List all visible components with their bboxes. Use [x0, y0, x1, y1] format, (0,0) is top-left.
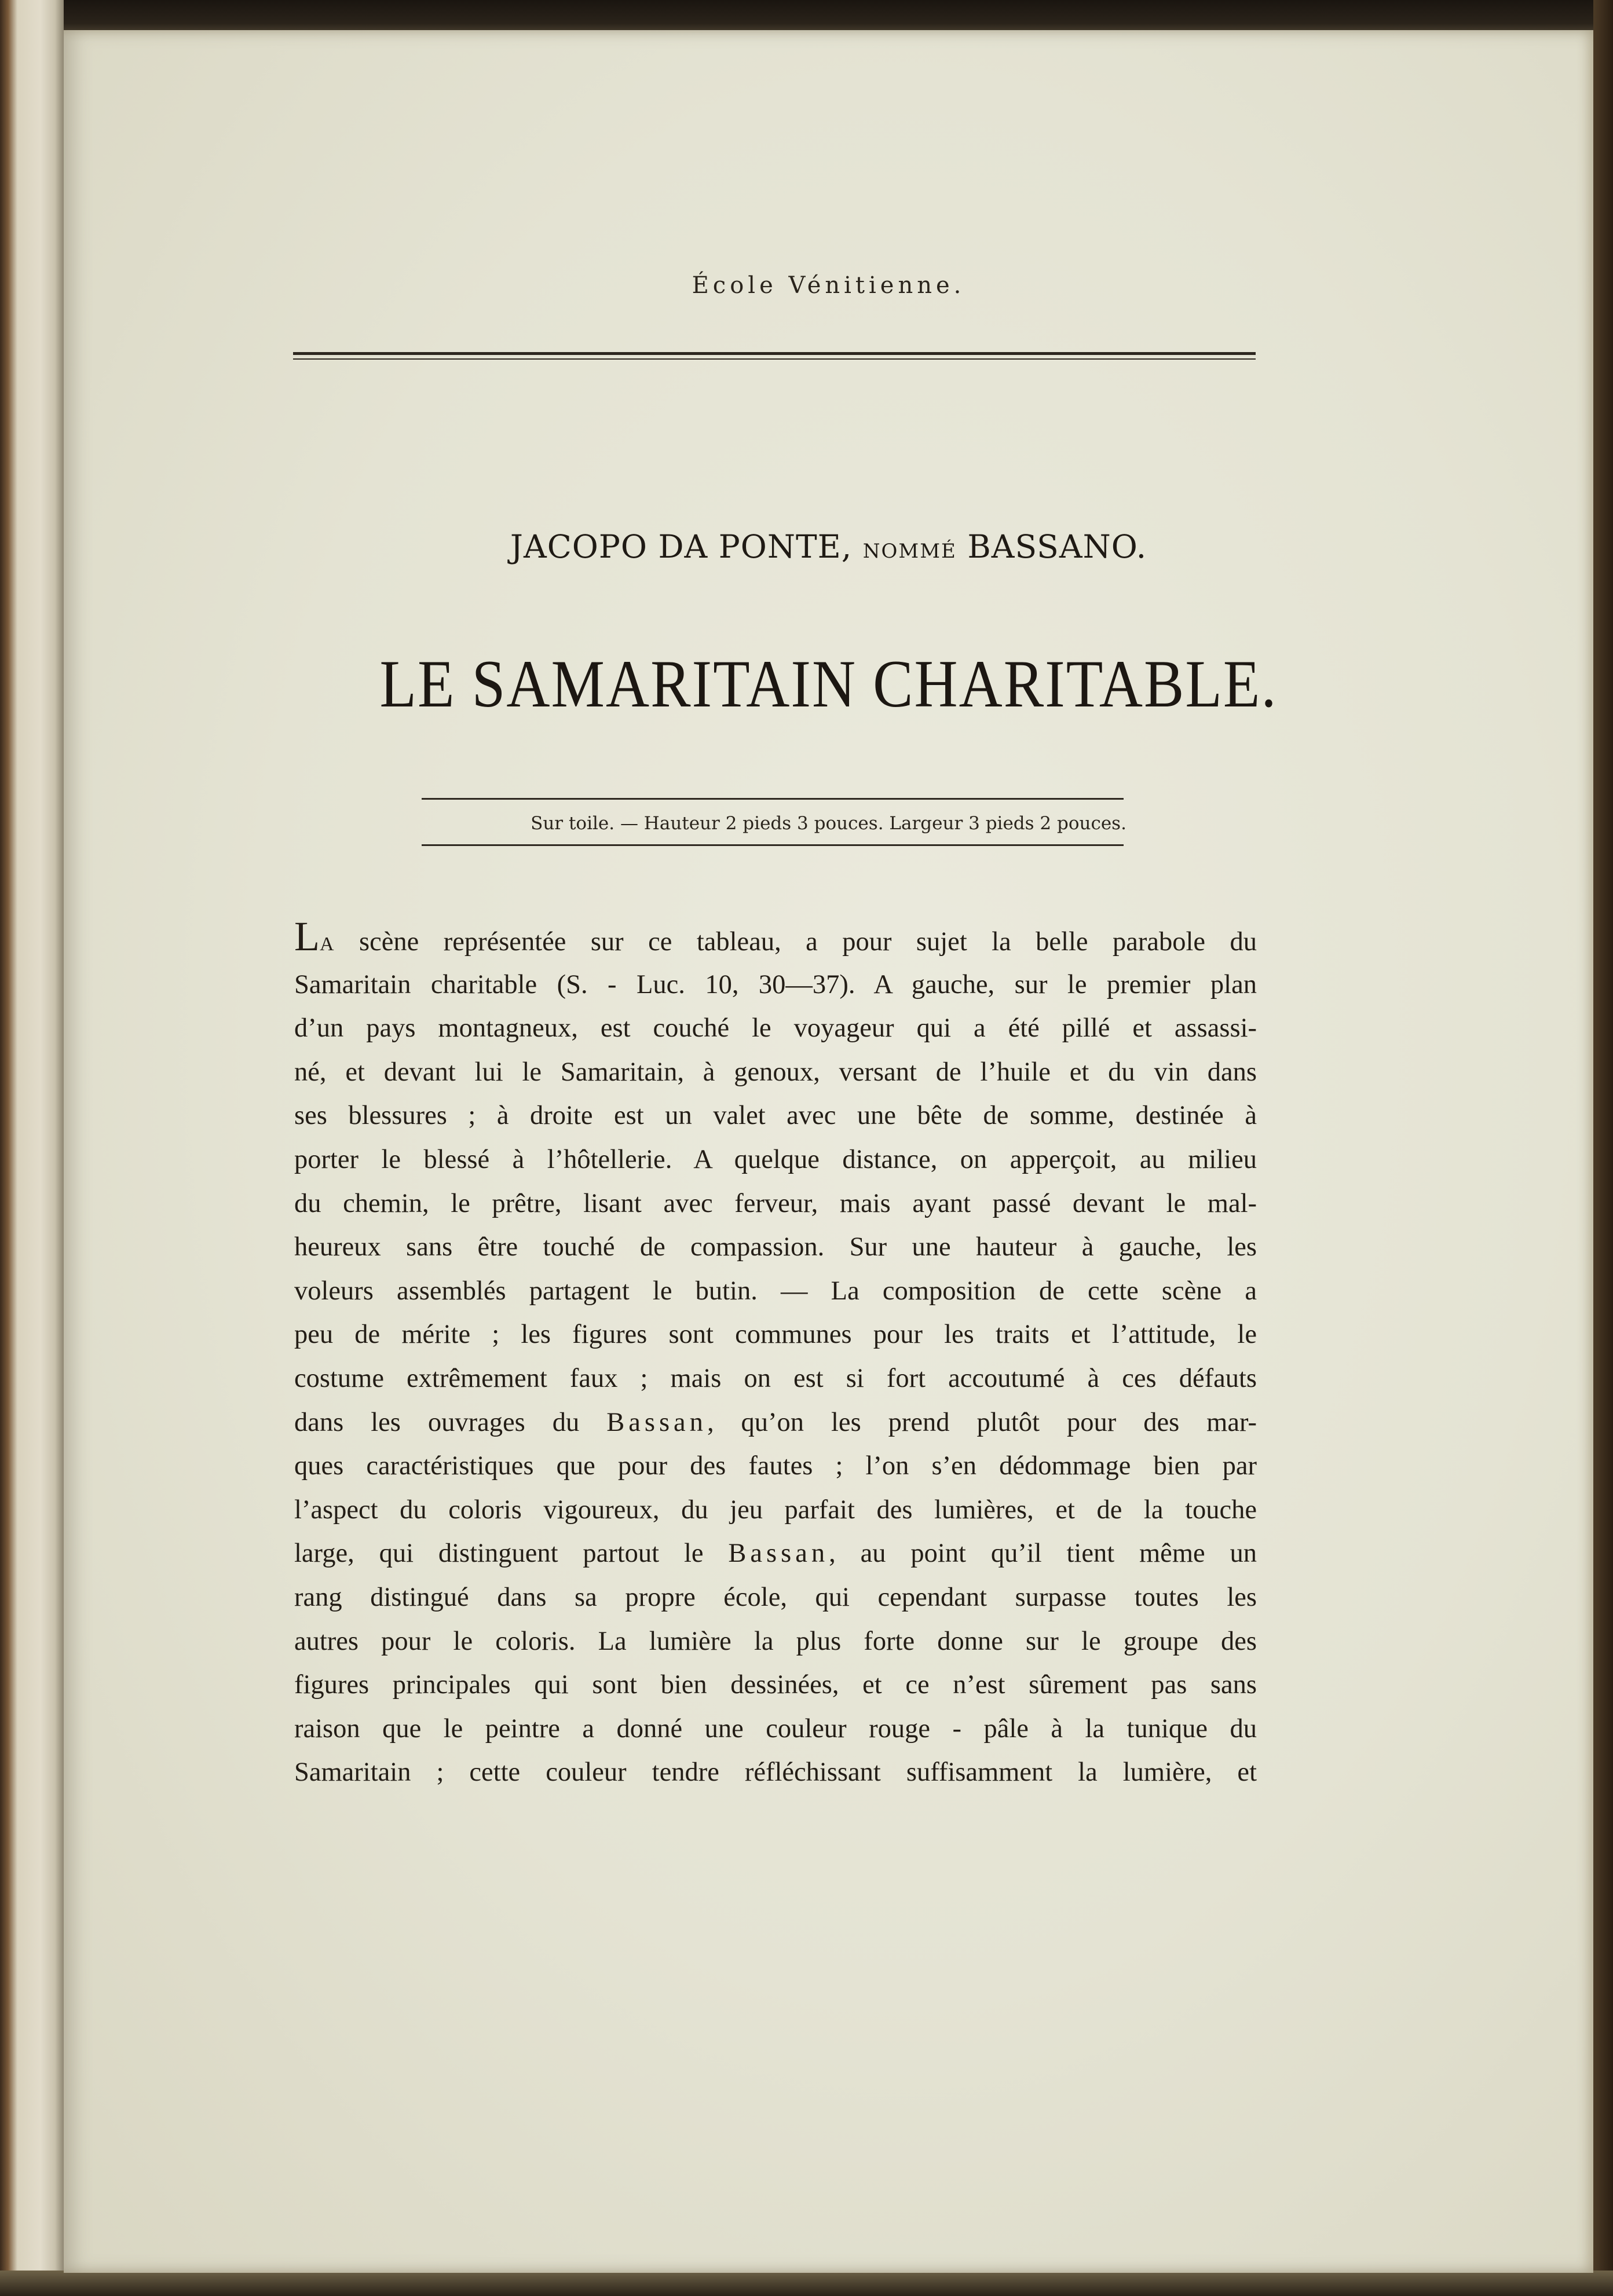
text-line: né, et devant lui le Samaritain, à genoux, versant de l’huile et du vin dans: [294, 1057, 1257, 1087]
text-line: autres pour le coloris. La lumière la plus forte donne sur le groupe des: [294, 1626, 1257, 1656]
drop-cap-rest: A: [319, 933, 335, 955]
text-line: ques caractéristiques que pour des fautes ; l’on s’en dédommage bien par: [294, 1451, 1257, 1481]
text-line: LA scène représentée sur ce tableau, a pour sujet la belle parabole du: [294, 913, 1257, 960]
body-paragraph: [294, 913, 1257, 1795]
text-line: figures principales qui sont bien dessinées, et ce n’est sûrement pas sans: [294, 1670, 1257, 1700]
text-line: large, qui distinguent partout le Bassan, au point qu’il tient même un: [294, 1539, 1257, 1569]
text-line: ses blessures ; à droite est un valet avec une bête de somme, destinée à: [294, 1101, 1257, 1131]
specs-rule-top: [422, 798, 1124, 800]
book-edge-bottom: [0, 2271, 1613, 2296]
book-binding-left: [0, 0, 64, 2296]
text-line: Samaritain ; cette couleur tendre réfléchissant suffisamment la lumière, et: [294, 1757, 1257, 1788]
book-top-edge: [0, 0, 1613, 34]
text-line: d’un pays montagneux, est couché le voyageur qui a été pillé et assassi-: [294, 1013, 1257, 1043]
book-edge-right: [1593, 0, 1613, 2296]
header-double-rule: [293, 352, 1256, 360]
drop-cap: L: [294, 913, 320, 960]
text-line: voleurs assemblés partagent le butin. — La composition de cette scène a: [294, 1276, 1257, 1306]
artist-mention: Bassan: [606, 1407, 707, 1437]
specs-rule-bottom: [422, 844, 1124, 846]
text-line: l’aspect du coloris vigoureux, du jeu parfait des lumières, et de la touche: [294, 1495, 1257, 1525]
painting-title: LE SAMARITAIN CHARITABLE.: [379, 647, 1278, 722]
book-page: [64, 30, 1593, 2273]
artist-alias: BASSANO.: [967, 528, 1147, 565]
text-line: rang distingué dans sa propre école, qui cependant surpasse toutes les: [294, 1582, 1257, 1612]
artist-heading: [64, 528, 1593, 565]
text-line: heureux sans être touché de compassion. Sur une hauteur à gauche, les: [294, 1232, 1257, 1262]
text-line: raison que le peintre a donné une couleur rouge - pâle à la tunique du: [294, 1713, 1257, 1744]
text-line: costume extrêmement faux ; mais on est si fort accoutumé à ces défauts: [294, 1363, 1257, 1393]
text-line: porter le blessé à l’hôtellerie. A quelque distance, on apperçoit, au milieu: [294, 1144, 1257, 1174]
text-line: du chemin, le prêtre, lisant avec ferveur, mais ayant passé devant le mal-: [294, 1188, 1257, 1218]
running-header: École Vénitienne.: [692, 272, 965, 299]
artist-called: NOMMÉ: [862, 540, 957, 563]
artist-mention: Bassan: [728, 1539, 829, 1569]
painting-specs: Sur toile. — Hauteur 2 pieds 3 pouces. Largeur 3 pieds 2 pouces.: [531, 813, 1126, 834]
artist-name: JACOPO DA PONTE,: [510, 528, 853, 565]
text-line: peu de mérite ; les figures sont communes pour les traits et l’attitude, le: [294, 1320, 1257, 1350]
text-line: Samaritain charitable (S. - Luc. 10, 30—37). A gauche, sur le premier plan: [294, 969, 1257, 999]
text-line: dans les ouvrages du Bassan, qu’on les prend plutôt pour des mar-: [294, 1407, 1257, 1437]
